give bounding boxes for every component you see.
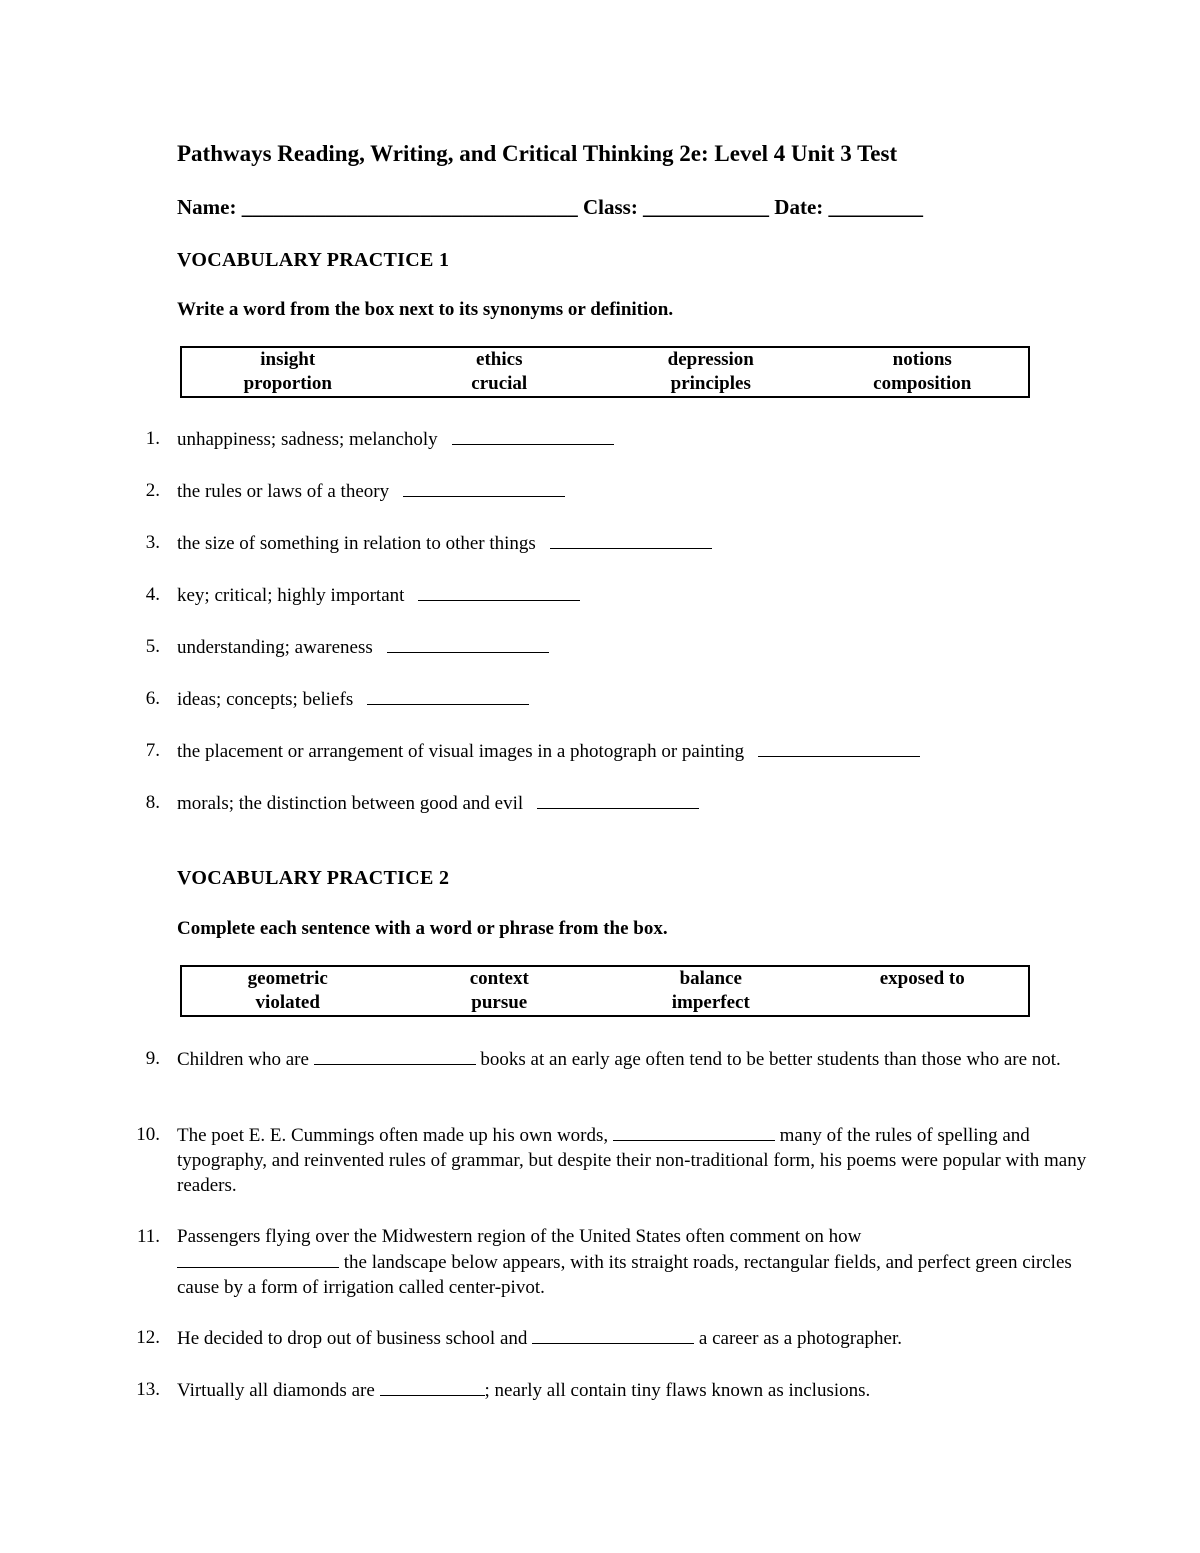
question-text: the placement or arrangement of visual images in a photograph or painting (177, 741, 745, 762)
word-box-row (182, 348, 1028, 372)
answer-blank[interactable] (380, 1377, 485, 1396)
word-box-word: balance (679, 968, 742, 989)
question-text: unhappiness; sadness; melancholy (177, 429, 438, 450)
word-box-word: imperfect (671, 992, 750, 1013)
question-number: 4. (145, 584, 160, 605)
question-text-after: books at an early age often tend to be better students than those who are not. (480, 1049, 1061, 1070)
name-class-date-line: Name: ________________________________ Class: ____________ Date: _________ (177, 195, 924, 219)
section-2-heading: VOCABULARY PRACTICE 2 (177, 867, 450, 889)
answer-blank[interactable] (452, 426, 614, 445)
question-number: 12. (136, 1327, 160, 1348)
answer-blank[interactable] (314, 1046, 476, 1065)
question-number: 8. (145, 792, 160, 813)
question-text-before: Virtually all diamonds are (177, 1380, 375, 1401)
question-text-before: He decided to drop out of business school and (177, 1328, 528, 1349)
word-box-2 (180, 965, 1030, 1017)
question-text-before: Passengers flying over the Midwestern region of the United States often comment on how (177, 1226, 862, 1247)
answer-blank[interactable] (403, 478, 565, 497)
question-text-before: Children who are (177, 1049, 309, 1070)
answer-blank[interactable] (613, 1122, 775, 1141)
word-box-row (182, 967, 1028, 991)
question-text-after: a career as a photographer. (698, 1328, 902, 1349)
answer-blank[interactable] (177, 1249, 339, 1268)
answer-blank[interactable] (537, 790, 699, 809)
question-text: understanding; awareness (177, 637, 373, 658)
word-box-row (182, 991, 1028, 1015)
word-box-word (817, 991, 1029, 1015)
word-box-word: depression (667, 349, 754, 370)
word-box-word: crucial (471, 373, 528, 394)
question-number: 7. (145, 740, 160, 761)
question-text: the size of something in relation to other things (177, 533, 536, 554)
question-number: 13. (136, 1379, 160, 1400)
question-text-before: The poet E. E. Cummings often made up his own words, (177, 1125, 609, 1146)
answer-blank[interactable] (532, 1325, 694, 1344)
question-text: key; critical; highly important (177, 585, 405, 606)
word-box-word: principles (670, 373, 751, 394)
word-box-word: geometric (247, 968, 328, 989)
answer-blank[interactable] (418, 582, 580, 601)
question-number: 11. (136, 1226, 160, 1247)
word-box-word: notions (892, 349, 952, 370)
question-text-after: the landscape below appears, with its straight roads, rectangular fields, and perfect green circles cause by a form of irrigation called center-pivot. (177, 1252, 1072, 1298)
word-box-word: exposed to (879, 968, 965, 989)
question-text: the rules or laws of a theory (177, 481, 390, 502)
section-2-instruction: Complete each sentence with a word or phrase from the box. (177, 918, 668, 939)
section-1-heading: VOCABULARY PRACTICE 1 (177, 249, 450, 271)
word-box-word: insight (260, 349, 316, 370)
word-box-1 (180, 346, 1030, 398)
answer-blank[interactable] (550, 530, 712, 549)
answer-blank[interactable] (387, 634, 549, 653)
question-number: 6. (145, 688, 160, 709)
question-number: 10. (136, 1124, 160, 1145)
question-number: 3. (145, 532, 160, 553)
question-text: morals; the distinction between good and evil (177, 793, 524, 814)
question-number: 5. (145, 636, 160, 657)
question-text-after: ; nearly all contain tiny flaws known as inclusions. (484, 1380, 871, 1401)
question-text: ideas; concepts; beliefs (177, 689, 354, 710)
word-box-word: proportion (243, 373, 332, 394)
word-box-word: ethics (476, 349, 523, 370)
word-box-word: composition (873, 373, 972, 394)
section-1-instruction: Write a word from the box next to its synonyms or definition. (177, 299, 674, 320)
word-box-word: pursue (471, 992, 528, 1013)
question-text-after: many of the rules of spelling and typography, and reinvented rules of grammar, but despite their non-traditional form, his poems were popular with many readers. (177, 1125, 1087, 1196)
page-title: Pathways Reading, Writing, and Critical Thinking 2e: Level 4 Unit 3 Test (177, 141, 898, 166)
question-number: 9. (145, 1048, 160, 1069)
word-box-word: context (469, 968, 529, 989)
answer-blank[interactable] (758, 738, 920, 757)
answer-blank[interactable] (367, 686, 529, 705)
question-number: 1. (145, 428, 160, 449)
word-box-word: violated (255, 992, 320, 1013)
question-number: 2. (145, 480, 160, 501)
word-box-row (182, 372, 1028, 396)
